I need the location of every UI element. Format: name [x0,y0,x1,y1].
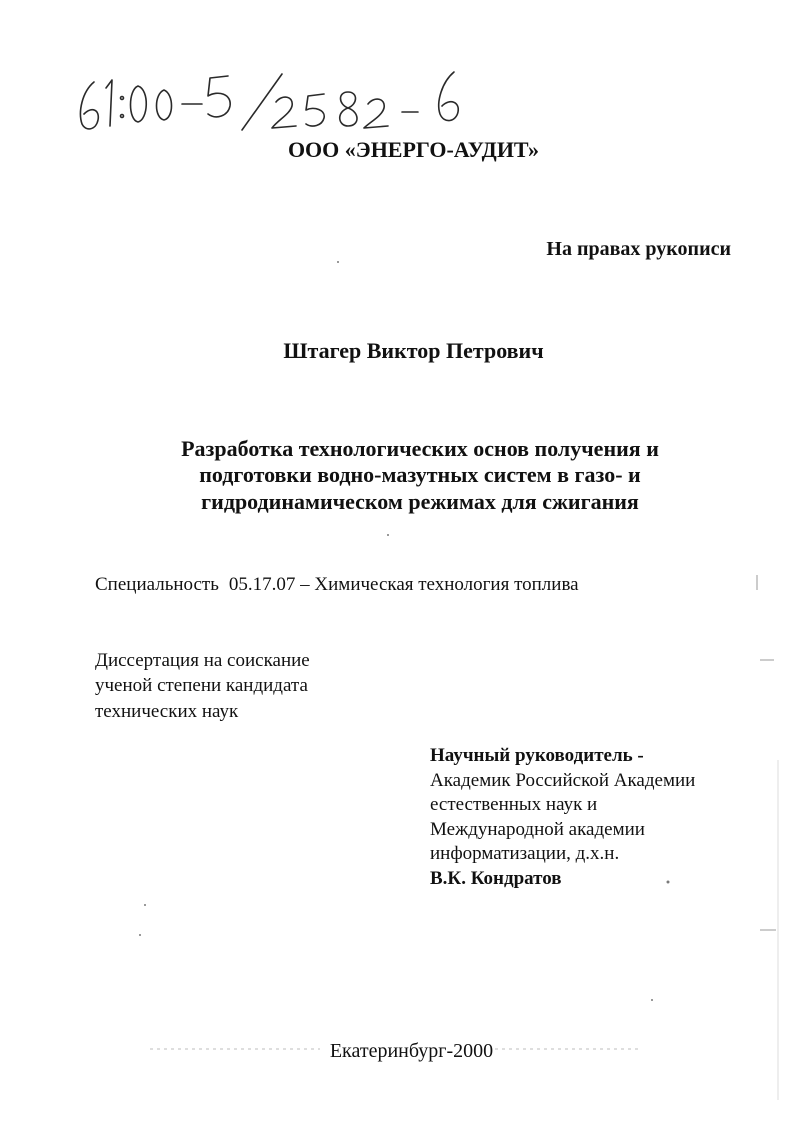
degree-line: технических наук [95,700,239,722]
supervisor-name: В.К. Кондратов [430,867,562,889]
supervisor-block [430,744,695,891]
degree-statement [95,648,310,724]
title-line: Разработка технологических основ получения и [181,436,659,461]
supervisor-line: Международной академии [430,818,645,840]
supervisor-line: естественных наук и [430,794,598,815]
title-line: подготовки водно-мазутных систем в газо- и [199,462,641,488]
supervisor-line: информатизации, д.х.н. [430,843,620,864]
supervisor-line: Академик Российской Академии [430,769,696,791]
specialty-line [95,574,579,596]
degree-line: ученой степени кандидата [95,675,308,697]
manuscript-note: На правах рукописи [546,238,731,260]
supervisor-heading: Научный руководитель - [430,745,644,766]
degree-line: Диссертация на соискание [95,650,310,671]
dissertation-title [120,436,720,515]
title-line: гидродинамическом режимах для сжигания [201,488,639,514]
handwritten-catalog-number [72,68,492,148]
organization-name: ООО «ЭНЕРГО-АУДИТ» [287,137,540,162]
city-year: Екатеринбург-2000 [329,1040,494,1062]
specialty-code: 05.17.07 [228,574,296,595]
specialty-name: – Химическая технология топлива [300,574,579,595]
author-name: Штагер Виктор Петрович [283,338,544,363]
specialty-label: Специальность [95,574,219,595]
